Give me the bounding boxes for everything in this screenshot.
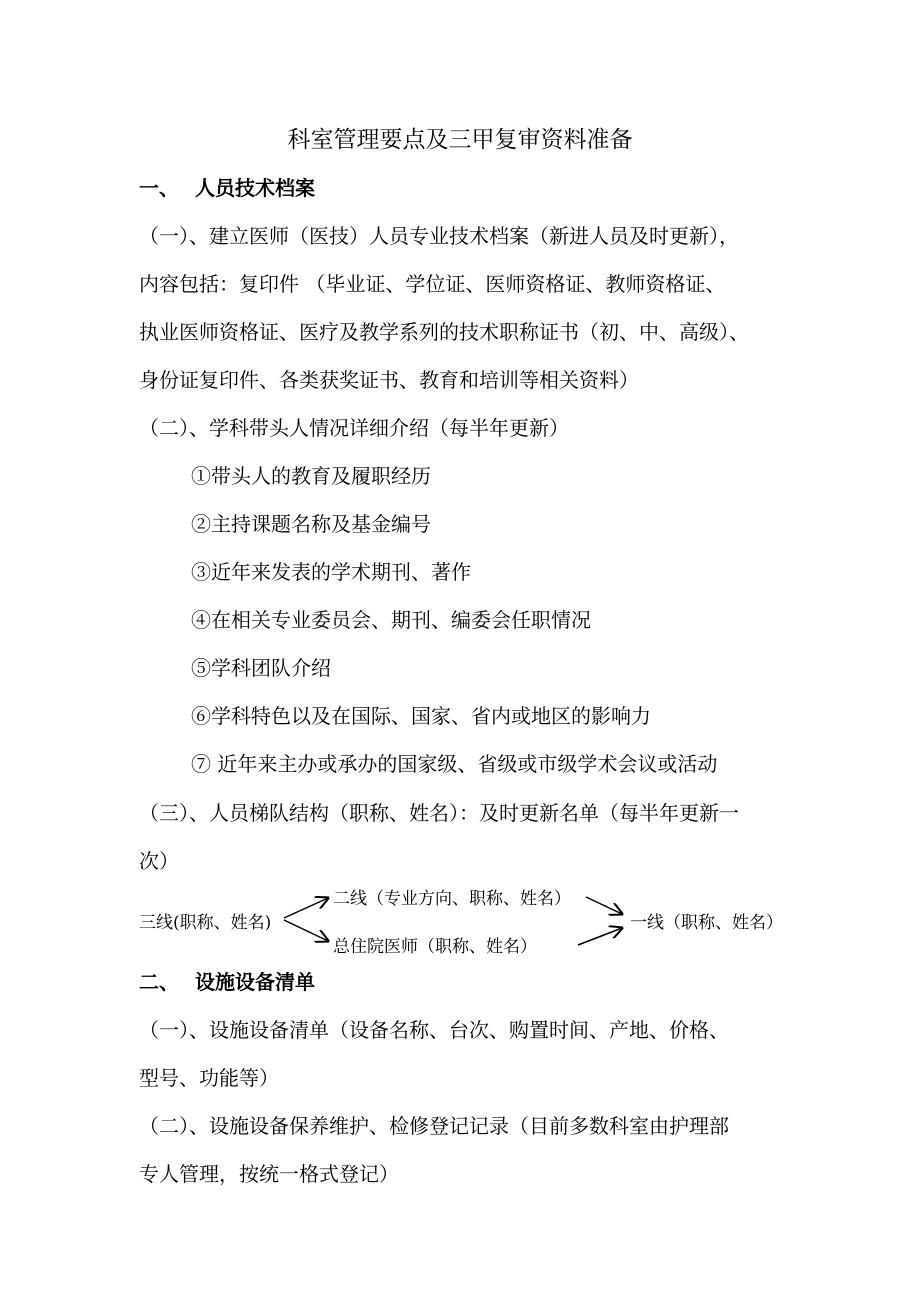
arrow-chief-to-first (578, 928, 622, 945)
diagram-node-chief-resident: 总住院医师（职称、姓名） (333, 937, 537, 957)
document-title: 科室管理要点及三甲复审资料准备 (287, 127, 633, 153)
arrow-to-second-line (284, 898, 328, 918)
list-item: ②主持课题名称及基金编号 (191, 512, 431, 536)
list-item: ⑦ 近年来主办或承办的国家级、省级或市级学术会议或活动 (191, 752, 718, 776)
diagram-node-third-line: 三线(职称、姓名) (139, 913, 272, 933)
paragraph-line: （一）、设施设备清单（设备名称、台次、购置时间、产地、价格、 (139, 1018, 729, 1042)
arrow-second-to-first (586, 897, 622, 914)
paragraph-line: （二）、设施设备保养维护、检修登记记录（目前多数科室由护理部 (139, 1114, 729, 1138)
diagram-node-first-line: 一线（职称、姓名） (630, 913, 783, 933)
paragraph-line: 执业医师资格证、医疗及教学系列的技术职称证书（初、中、高级）、 (139, 320, 749, 344)
diagram-node-second-line: 二线（专业方向、职称、姓名） (333, 889, 571, 909)
section1-number: 一、 (139, 176, 179, 200)
list-item: ③近年来发表的学术期刊、著作 (191, 560, 471, 584)
arrow-to-chief-resident (284, 920, 328, 941)
paragraph-line: 内容包括：复印件 （毕业证、学位证、医师资格证、教师资格证、 (139, 272, 726, 296)
paragraph-line: 专人管理，按统一格式登记） (139, 1162, 399, 1186)
list-item: ⑥学科特色以及在国际、国家、省内或地区的影响力 (191, 704, 651, 728)
paragraph-line: 型号、功能等） (139, 1066, 279, 1090)
paragraph-line: （三）、人员梯队结构（职称、姓名）：及时更新名单（每半年更新一 (139, 801, 739, 825)
paragraph-line: （二）、学科带头人情况详细介绍（每半年更新） (139, 416, 569, 440)
section2-number: 二、 (139, 970, 179, 994)
paragraph-line: （一）、建立医师（医技）人员专业技术档案（新进人员及时更新）， (139, 224, 739, 248)
section2-heading (139, 966, 315, 995)
paragraph-line: 身份证复印件、各类获奖证书、教育和培训等相关资料） (139, 368, 639, 392)
list-item: ⑤学科团队介绍 (191, 656, 331, 680)
list-item: ④在相关专业委员会、期刊、编委会任职情况 (191, 608, 591, 632)
section2-heading-text: 设施设备清单 (195, 970, 315, 994)
paragraph-line: 次） (139, 849, 179, 873)
section1-heading-text: 人员技术档案 (195, 176, 315, 200)
list-item: ①带头人的教育及履职经历 (191, 464, 431, 488)
